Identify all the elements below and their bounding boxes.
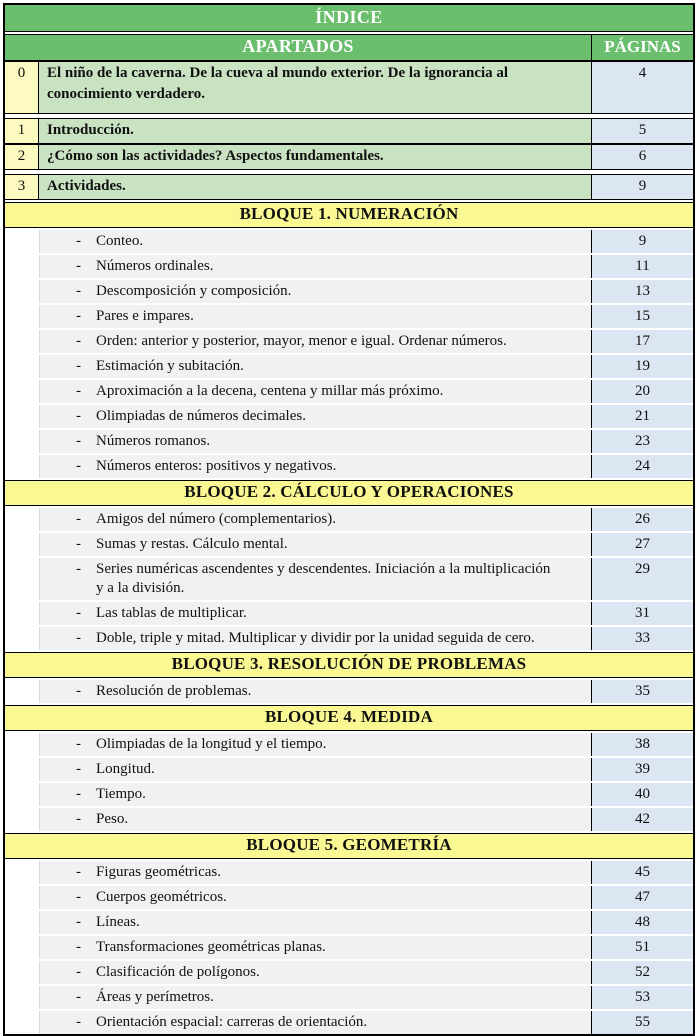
item-text: Tiempo. bbox=[96, 786, 146, 802]
list-item-row bbox=[5, 1011, 693, 1034]
list-item-row bbox=[5, 380, 693, 403]
list-item-row bbox=[5, 886, 693, 909]
item-left-spacer-cell bbox=[5, 355, 39, 378]
item-left-spacer-cell bbox=[5, 886, 39, 909]
item-left-spacer-cell bbox=[5, 783, 39, 806]
list-item-row bbox=[5, 355, 693, 378]
item-text-cell bbox=[39, 430, 591, 453]
item-text-cell bbox=[39, 627, 591, 650]
list-item-row bbox=[5, 911, 693, 934]
item-page-number: 40 bbox=[591, 783, 693, 806]
item-page-number: 23 bbox=[591, 430, 693, 453]
list-item-row bbox=[5, 808, 693, 831]
item-left-spacer-cell bbox=[5, 455, 39, 478]
item-page-number: 26 bbox=[591, 508, 693, 531]
item-text-cell bbox=[39, 533, 591, 556]
item-text-cell bbox=[39, 558, 591, 600]
list-item-row bbox=[5, 330, 693, 353]
dash-bullet: - bbox=[76, 889, 81, 905]
item-page-number: 15 bbox=[591, 305, 693, 328]
item-text-cell bbox=[39, 405, 591, 428]
item-text: Orden: anterior y posterior, mayor, menor e igual. Ordenar números. bbox=[96, 333, 507, 349]
list-item-row bbox=[5, 758, 693, 781]
item-page-number: 55 bbox=[591, 1011, 693, 1034]
list-item-row bbox=[5, 508, 693, 531]
item-text: Figuras geométricas. bbox=[96, 864, 221, 880]
item-page-number: 35 bbox=[591, 680, 693, 703]
row-topic-text: ¿Cómo son las actividades? Aspectos fundamentales. bbox=[39, 145, 591, 169]
item-text-cell bbox=[39, 783, 591, 806]
dash-bullet: - bbox=[76, 458, 81, 474]
dash-bullet: - bbox=[76, 1014, 81, 1030]
item-text: Áreas y perímetros. bbox=[96, 989, 214, 1005]
dash-bullet: - bbox=[76, 864, 81, 880]
row-page-number: 4 bbox=[591, 62, 693, 113]
item-text-cell bbox=[39, 380, 591, 403]
list-item-row bbox=[5, 733, 693, 756]
dash-bullet: - bbox=[76, 511, 81, 527]
list-item-row bbox=[5, 558, 693, 600]
item-page-number: 45 bbox=[591, 861, 693, 884]
dash-bullet: - bbox=[76, 914, 81, 930]
item-page-number: 42 bbox=[591, 808, 693, 831]
item-left-spacer-cell bbox=[5, 936, 39, 959]
item-text: Series numéricas ascendentes y descendentes. Iniciación a la multiplicación y a la división. bbox=[96, 561, 551, 596]
list-item-row bbox=[5, 783, 693, 806]
page-title: ÍNDICE bbox=[315, 7, 383, 27]
item-text: Las tablas de multiplicar. bbox=[96, 605, 247, 621]
item-text: Números ordinales. bbox=[96, 258, 214, 274]
block-header-row bbox=[5, 833, 693, 859]
item-text-cell bbox=[39, 758, 591, 781]
item-page-number: 9 bbox=[591, 230, 693, 253]
item-text: Olimpiadas de números decimales. bbox=[96, 408, 306, 424]
dash-bullet: - bbox=[76, 761, 81, 777]
item-text-cell bbox=[39, 355, 591, 378]
item-left-spacer-cell bbox=[5, 627, 39, 650]
item-text-cell bbox=[39, 255, 591, 278]
item-page-number: 29 bbox=[591, 558, 693, 600]
dash-bullet: - bbox=[76, 358, 81, 374]
list-item-row bbox=[5, 627, 693, 650]
item-text: Números romanos. bbox=[96, 433, 211, 449]
item-text: Conteo. bbox=[96, 233, 144, 249]
item-left-spacer-cell bbox=[5, 533, 39, 556]
item-text-cell bbox=[39, 911, 591, 934]
block-title: BLOQUE 4. MEDIDA bbox=[5, 706, 693, 730]
list-item-row bbox=[5, 430, 693, 453]
item-text: Doble, triple y mitad. Multiplicar y dividir por la unidad seguida de cero. bbox=[96, 630, 535, 646]
item-left-spacer-cell bbox=[5, 508, 39, 531]
item-left-spacer-cell bbox=[5, 430, 39, 453]
list-item-row bbox=[5, 861, 693, 884]
item-text: Descomposición y composición. bbox=[96, 283, 292, 299]
numbered-row bbox=[5, 118, 693, 144]
item-text: Estimación y subitación. bbox=[96, 358, 244, 374]
block-title: BLOQUE 3. RESOLUCIÓN DE PROBLEMAS bbox=[5, 653, 693, 677]
item-text-cell bbox=[39, 602, 591, 625]
item-page-number: 53 bbox=[591, 986, 693, 1009]
dash-bullet: - bbox=[76, 536, 81, 552]
item-text: Sumas y restas. Cálculo mental. bbox=[96, 536, 288, 552]
item-text: Longitud. bbox=[96, 761, 155, 777]
block-title: BLOQUE 5. GEOMETRÍA bbox=[5, 834, 693, 858]
block-title: BLOQUE 2. CÁLCULO Y OPERACIONES bbox=[5, 481, 693, 505]
item-left-spacer-cell bbox=[5, 380, 39, 403]
item-left-spacer-cell bbox=[5, 305, 39, 328]
item-text-cell bbox=[39, 861, 591, 884]
dash-bullet: - bbox=[76, 964, 81, 980]
list-item-row bbox=[5, 230, 693, 253]
dash-bullet: - bbox=[76, 258, 81, 274]
row-number: 0 bbox=[5, 62, 39, 113]
item-text-cell bbox=[39, 1011, 591, 1034]
item-text: Líneas. bbox=[96, 914, 140, 930]
row-page-number: 9 bbox=[591, 175, 693, 199]
table-title-row bbox=[5, 5, 693, 32]
item-left-spacer-cell bbox=[5, 986, 39, 1009]
item-text: Números enteros: positivos y negativos. bbox=[96, 458, 337, 474]
item-left-spacer-cell bbox=[5, 405, 39, 428]
block-header-row bbox=[5, 705, 693, 731]
list-item-row bbox=[5, 961, 693, 984]
dash-bullet: - bbox=[76, 308, 81, 324]
item-text-cell bbox=[39, 808, 591, 831]
item-left-spacer-cell bbox=[5, 230, 39, 253]
item-page-number: 31 bbox=[591, 602, 693, 625]
numbered-row bbox=[5, 174, 693, 200]
dash-bullet: - bbox=[76, 939, 81, 955]
item-page-number: 33 bbox=[591, 627, 693, 650]
item-page-number: 51 bbox=[591, 936, 693, 959]
list-item-row bbox=[5, 280, 693, 303]
dash-bullet: - bbox=[76, 605, 81, 621]
item-text-cell bbox=[39, 330, 591, 353]
item-text: Orientación espacial: carreras de orientación. bbox=[96, 1014, 368, 1030]
item-left-spacer-cell bbox=[5, 330, 39, 353]
dash-bullet: - bbox=[76, 630, 81, 646]
row-page-number: 6 bbox=[591, 145, 693, 169]
item-left-spacer-cell bbox=[5, 602, 39, 625]
item-text-cell bbox=[39, 280, 591, 303]
list-item-row bbox=[5, 680, 693, 703]
row-number: 3 bbox=[5, 175, 39, 199]
item-text-cell bbox=[39, 305, 591, 328]
item-text-cell bbox=[39, 455, 591, 478]
item-page-number: 52 bbox=[591, 961, 693, 984]
item-text: Peso. bbox=[96, 811, 129, 827]
item-left-spacer-cell bbox=[5, 961, 39, 984]
dash-bullet: - bbox=[76, 989, 81, 1005]
item-left-spacer-cell bbox=[5, 1011, 39, 1034]
item-page-number: 38 bbox=[591, 733, 693, 756]
dash-bullet: - bbox=[76, 433, 81, 449]
list-item-row bbox=[5, 986, 693, 1009]
item-text: Amigos del número (complementarios). bbox=[96, 511, 336, 527]
dash-bullet: - bbox=[76, 786, 81, 802]
item-page-number: 39 bbox=[591, 758, 693, 781]
numbered-row bbox=[5, 61, 693, 114]
dash-bullet: - bbox=[76, 233, 81, 249]
block-header-row bbox=[5, 652, 693, 678]
row-number: 1 bbox=[5, 119, 39, 143]
dash-bullet: - bbox=[76, 383, 81, 399]
list-item-row bbox=[5, 405, 693, 428]
item-left-spacer-cell bbox=[5, 758, 39, 781]
list-item-row bbox=[5, 255, 693, 278]
row-page-number: 5 bbox=[591, 119, 693, 143]
item-text-cell bbox=[39, 986, 591, 1009]
column-header-pages: PÁGINAS bbox=[591, 35, 693, 60]
dash-bullet: - bbox=[76, 283, 81, 299]
list-item-row bbox=[5, 455, 693, 478]
item-text-cell bbox=[39, 961, 591, 984]
item-page-number: 13 bbox=[591, 280, 693, 303]
index-table bbox=[3, 3, 695, 1036]
item-text-cell bbox=[39, 680, 591, 703]
block-header-row bbox=[5, 202, 693, 228]
item-text: Clasificación de polígonos. bbox=[96, 964, 260, 980]
item-left-spacer-cell bbox=[5, 558, 39, 600]
item-text-cell bbox=[39, 886, 591, 909]
item-text: Olimpiadas de la longitud y el tiempo. bbox=[96, 736, 327, 752]
dash-bullet: - bbox=[76, 333, 81, 349]
numbered-row bbox=[5, 144, 693, 170]
item-left-spacer-cell bbox=[5, 808, 39, 831]
item-text-cell bbox=[39, 733, 591, 756]
item-left-spacer-cell bbox=[5, 911, 39, 934]
dash-bullet: - bbox=[76, 683, 81, 699]
item-text: Resolución de problemas. bbox=[96, 683, 252, 699]
list-item-row bbox=[5, 305, 693, 328]
row-topic-text: El niño de la caverna. De la cueva al mundo exterior. De la ignorancia al conocimiento verdadero. bbox=[39, 62, 591, 113]
row-topic-text: Introducción. bbox=[39, 119, 591, 143]
item-left-spacer-cell bbox=[5, 861, 39, 884]
item-page-number: 24 bbox=[591, 455, 693, 478]
item-text: Pares e impares. bbox=[96, 308, 194, 324]
item-text-cell bbox=[39, 936, 591, 959]
column-header-row bbox=[5, 34, 693, 61]
dash-bullet: - bbox=[76, 736, 81, 752]
table-rows bbox=[5, 61, 693, 1034]
item-left-spacer-cell bbox=[5, 680, 39, 703]
dash-bullet: - bbox=[76, 811, 81, 827]
dash-bullet: - bbox=[76, 561, 81, 577]
list-item-row bbox=[5, 602, 693, 625]
item-page-number: 47 bbox=[591, 886, 693, 909]
list-item-row bbox=[5, 533, 693, 556]
dash-bullet: - bbox=[76, 408, 81, 424]
item-left-spacer-cell bbox=[5, 255, 39, 278]
item-page-number: 11 bbox=[591, 255, 693, 278]
block-title: BLOQUE 1. NUMERACIÓN bbox=[5, 203, 693, 227]
item-text-cell bbox=[39, 508, 591, 531]
item-text: Aproximación a la decena, centena y millar más próximo. bbox=[96, 383, 444, 399]
item-text-cell bbox=[39, 230, 591, 253]
item-page-number: 27 bbox=[591, 533, 693, 556]
row-number: 2 bbox=[5, 145, 39, 169]
item-page-number: 19 bbox=[591, 355, 693, 378]
item-page-number: 48 bbox=[591, 911, 693, 934]
item-text: Cuerpos geométricos. bbox=[96, 889, 227, 905]
column-header-sections: APARTADOS bbox=[5, 35, 591, 60]
item-left-spacer-cell bbox=[5, 280, 39, 303]
item-left-spacer-cell bbox=[5, 733, 39, 756]
item-text: Transformaciones geométricas planas. bbox=[96, 939, 326, 955]
item-page-number: 21 bbox=[591, 405, 693, 428]
item-page-number: 17 bbox=[591, 330, 693, 353]
list-item-row bbox=[5, 936, 693, 959]
row-topic-text: Actividades. bbox=[39, 175, 591, 199]
item-page-number: 20 bbox=[591, 380, 693, 403]
block-header-row bbox=[5, 480, 693, 506]
